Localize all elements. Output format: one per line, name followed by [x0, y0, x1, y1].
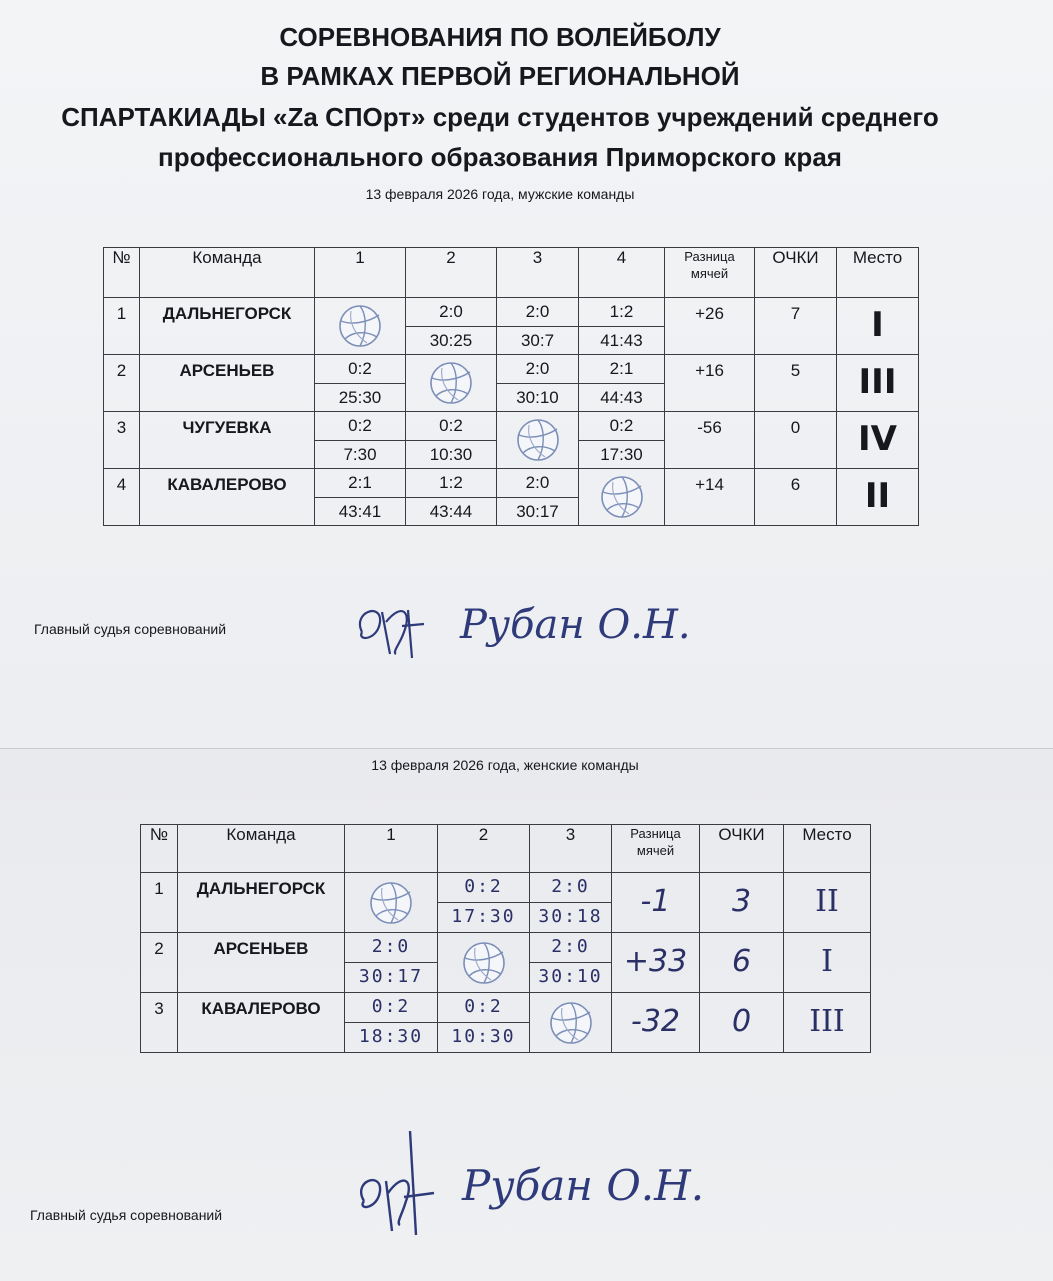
place: IV [837, 412, 919, 469]
row-number: 1 [104, 298, 140, 355]
points-score: 43:44 [406, 498, 497, 526]
men-results-table [103, 247, 919, 526]
place: III [784, 993, 871, 1053]
signature-scribble [352, 592, 432, 662]
judge-label: Главный судья соревнований [30, 1207, 223, 1223]
men-header-row [104, 248, 919, 298]
points: 5 [755, 355, 837, 412]
col-3: 3 [530, 825, 612, 873]
header-line-2: В РАМКАХ ПЕРВОЙ РЕГИОНАЛЬНОЙ [260, 61, 740, 91]
ball-difference: +16 [665, 355, 755, 412]
set-score: 1:2 [406, 469, 497, 498]
points-score: 30:10 [497, 384, 579, 412]
set-score: 2:0 [497, 355, 579, 384]
col-1: 1 [345, 825, 438, 873]
points-score: 25:30 [315, 384, 406, 412]
points-score: 30:25 [406, 327, 497, 355]
volleyball-icon [345, 873, 438, 933]
points-score: 17:30 [579, 441, 665, 469]
set-score: 1:2 [579, 298, 665, 327]
col-team: Команда [140, 248, 315, 298]
signature-name: Рубан О.Н. [462, 1161, 705, 1210]
place: I [784, 933, 871, 993]
set-score: 2:0 [406, 298, 497, 327]
col-place: Место [837, 248, 919, 298]
table-row [104, 469, 919, 498]
team-name: КАВАЛЕРОВО [140, 469, 315, 526]
table-row [141, 873, 871, 903]
volleyball-icon [438, 933, 530, 993]
set-score: 2:1 [579, 355, 665, 384]
points-score: 7:30 [315, 441, 406, 469]
set-score: 0:2 [345, 993, 438, 1023]
set-score: 0:2 [579, 412, 665, 441]
team-name: ДАЛЬНЕГОРСК [178, 873, 345, 933]
men-subtitle: 13 февраля 2026 года, мужские команды [365, 186, 635, 202]
team-name: АРСЕНЬЕВ [178, 933, 345, 993]
table-row [104, 355, 919, 384]
header-line-1: СОРЕВНОВАНИЯ ПО ВОЛЕЙБОЛУ [279, 22, 721, 52]
place: II [837, 469, 919, 526]
signature-name: Рубан О.Н. [460, 602, 691, 648]
points-score: 30:17 [497, 498, 579, 526]
col-2: 2 [438, 825, 530, 873]
points-score: 43:41 [315, 498, 406, 526]
points-score: 41:43 [579, 327, 665, 355]
set-score: 2:1 [315, 469, 406, 498]
set-score: 0:2 [315, 412, 406, 441]
set-score: 2:0 [530, 933, 612, 963]
set-score: 0:2 [438, 873, 530, 903]
ball-difference: +26 [665, 298, 755, 355]
set-score: 2:0 [530, 873, 612, 903]
points: 6 [700, 933, 784, 993]
row-number: 2 [104, 355, 140, 412]
points: 0 [700, 993, 784, 1053]
points-score: 18:30 [345, 1023, 438, 1053]
table-row [104, 298, 919, 327]
col-team: Команда [178, 825, 345, 873]
set-score: 0:2 [438, 993, 530, 1023]
place: II [784, 873, 871, 933]
set-score: 2:0 [497, 298, 579, 327]
row-number: 2 [141, 933, 178, 993]
ball-difference: -1 [612, 873, 700, 933]
row-number: 1 [141, 873, 178, 933]
set-score: 2:0 [345, 933, 438, 963]
set-score: 2:0 [497, 469, 579, 498]
header-line-3: СПАРТАКИАДЫ «Za СПОрт» среди студентов учреждений среднего [61, 102, 939, 132]
table-row [104, 412, 919, 441]
table-row [141, 933, 871, 963]
points: 6 [755, 469, 837, 526]
signature-mark [352, 592, 432, 671]
team-name: ДАЛЬНЕГОРСК [140, 298, 315, 355]
points-score: 10:30 [406, 441, 497, 469]
row-number: 3 [141, 993, 178, 1053]
women-subtitle: 13 февраля 2026 года, женские команды [371, 757, 639, 773]
judge-label: Главный судья соревнований [34, 621, 227, 637]
volleyball-icon [530, 993, 612, 1053]
col-points: ОЧКИ [700, 825, 784, 873]
points-score: 30:18 [530, 903, 612, 933]
ball-difference: +33 [612, 933, 700, 993]
volleyball-icon [315, 298, 406, 355]
points-score: 30:10 [530, 963, 612, 993]
row-number: 4 [104, 469, 140, 526]
women-results-sheet [0, 748, 1053, 1281]
points-score: 17:30 [438, 903, 530, 933]
col-ball-difference: Разница мячей [665, 248, 755, 298]
team-name: КАВАЛЕРОВО [178, 993, 345, 1053]
ball-difference: -32 [612, 993, 700, 1053]
set-score: 0:2 [315, 355, 406, 384]
place: I [837, 298, 919, 355]
team-name: АРСЕНЬЕВ [140, 355, 315, 412]
set-score: 0:2 [406, 412, 497, 441]
points: 0 [755, 412, 837, 469]
ball-difference: -56 [665, 412, 755, 469]
header-line-4: профессионального образования Приморского края [158, 142, 842, 172]
volleyball-icon [579, 469, 665, 526]
col-points: ОЧКИ [755, 248, 837, 298]
points: 3 [700, 873, 784, 933]
points-score: 10:30 [438, 1023, 530, 1053]
col-3: 3 [497, 248, 579, 298]
col-ball-difference: Разница мячей [612, 825, 700, 873]
volleyball-icon [497, 412, 579, 469]
signature-scribble [352, 1131, 442, 1241]
col-number: № [141, 825, 178, 873]
points: 7 [755, 298, 837, 355]
table-row [141, 993, 871, 1023]
volleyball-icon [406, 355, 497, 412]
women-header-row [141, 825, 871, 873]
col-place: Место [784, 825, 871, 873]
col-2: 2 [406, 248, 497, 298]
points-score: 30:7 [497, 327, 579, 355]
signature-mark [352, 1131, 442, 1245]
points-score: 30:17 [345, 963, 438, 993]
col-1: 1 [315, 248, 406, 298]
women-results-table [140, 824, 871, 1053]
col-4: 4 [579, 248, 665, 298]
place: III [837, 355, 919, 412]
ball-difference: +14 [665, 469, 755, 526]
col-number: № [104, 248, 140, 298]
row-number: 3 [104, 412, 140, 469]
team-name: ЧУГУЕВКА [140, 412, 315, 469]
points-score: 44:43 [579, 384, 665, 412]
